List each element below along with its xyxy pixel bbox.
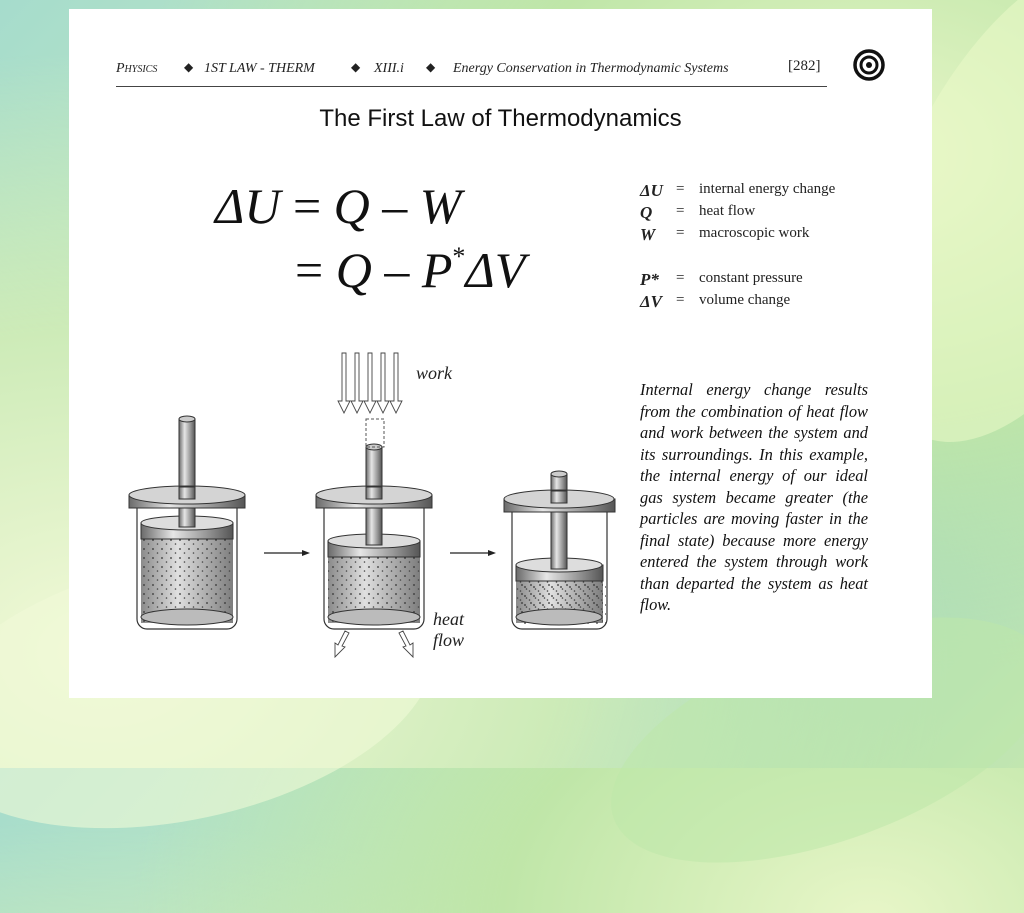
legend-symbol: ΔU xyxy=(640,181,663,200)
legend-description: volume change xyxy=(699,292,791,308)
eq-w: W xyxy=(419,178,462,234)
work-arrows xyxy=(338,353,402,413)
heat-label-line-1: heat xyxy=(433,609,464,629)
legend-symbol: ΔV xyxy=(640,292,662,311)
eq-delta-u: ΔU xyxy=(215,178,281,234)
legend-description: internal energy change xyxy=(699,181,836,197)
header-chapter: Energy Conservation in Thermodynamic Systems xyxy=(453,61,729,76)
eq-q: Q xyxy=(333,178,370,234)
eq-star: * xyxy=(452,242,466,271)
work-label: work xyxy=(416,363,452,383)
page-number: [282] xyxy=(788,58,821,74)
header-section: XIII.i xyxy=(374,61,404,76)
cylinder-compressed xyxy=(316,353,432,657)
legend-symbol: Q xyxy=(640,203,653,222)
legend-equals: = xyxy=(676,270,685,286)
eq-minus: – xyxy=(384,242,410,298)
heat-flow-arrows xyxy=(335,631,413,657)
legend-equals: = xyxy=(676,181,685,197)
legend-symbol: W xyxy=(640,225,656,244)
header-bullet: ◆ xyxy=(351,60,361,74)
page-title: The First Law of Thermodynamics xyxy=(319,105,682,132)
legend-description: heat flow xyxy=(699,203,756,219)
equation-line-2 xyxy=(295,241,525,299)
legend-equals: = xyxy=(676,203,685,219)
cylinder-initial xyxy=(129,416,245,629)
header-bullet: ◆ xyxy=(184,60,194,74)
header-subject: Physics xyxy=(116,61,158,76)
legend-equals: = xyxy=(676,292,685,308)
header-topic: 1ST LAW - THERM xyxy=(204,61,315,76)
cylinder-final xyxy=(504,471,615,629)
equation-line-1 xyxy=(215,177,461,235)
eq-minus: – xyxy=(382,178,408,234)
eq-p: P xyxy=(421,242,453,298)
eq-equals: = xyxy=(292,178,322,234)
process-arrow xyxy=(264,550,310,556)
legend-description: constant pressure xyxy=(699,270,803,286)
eq-q: Q xyxy=(335,242,372,298)
header-bullet: ◆ xyxy=(426,60,436,74)
running-header xyxy=(116,56,827,87)
eq-equals: = xyxy=(295,242,324,298)
explanation-paragraph: Internal energy change results from the combination of heat flow and work between the system and its surroundings. In this example, the internal energy of our ideal gas system became greater (the particles are moving faster in the final state) because more energy entered the system through work than departed the system as heat flow. xyxy=(640,380,868,614)
eq-delta-v: ΔV xyxy=(465,242,526,298)
target-icon[interactable] xyxy=(853,49,885,81)
legend-equals: = xyxy=(676,225,685,241)
legend-description: macroscopic work xyxy=(699,225,810,241)
slide-page xyxy=(69,9,932,698)
process-arrow xyxy=(450,550,496,556)
piston-diagram xyxy=(124,339,624,669)
heat-label-line-2: flow xyxy=(433,630,465,650)
legend-symbol: P* xyxy=(640,270,659,289)
